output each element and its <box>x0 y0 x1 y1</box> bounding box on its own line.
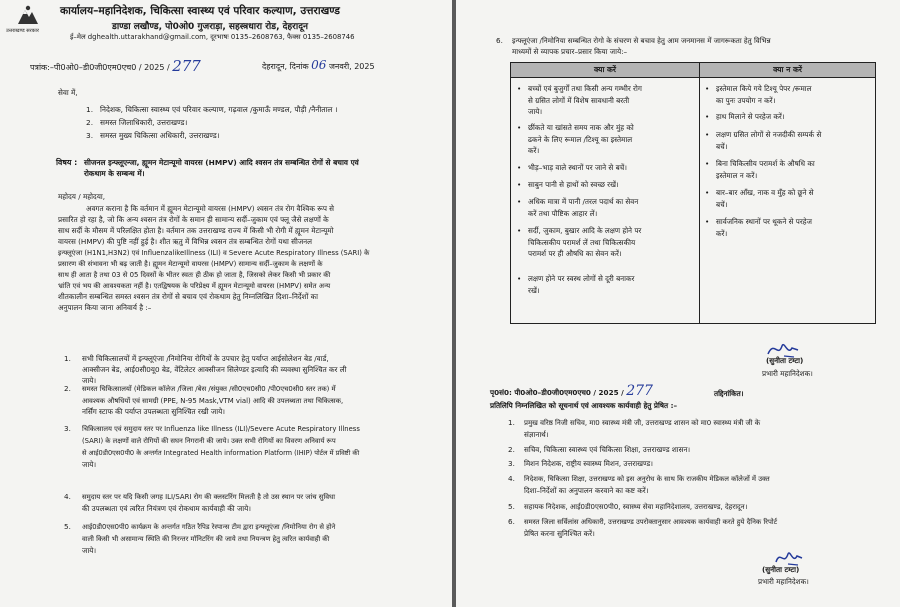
guideline-line: समुदाय स्तर पर यदि किसी जगह ILI/SARI रोग की क्लस्टरिंग मिलती है तो उस स्थान पर जांच सुविधा <box>82 493 336 501</box>
subject-line-1: सीजनल इन्फ्लूएन्जा, ह्यूमन मेटान्यूमो वायरस (HMPV) आदि श्वसन तंत्र सम्बन्धित रोगों से बचाव एवं <box>84 158 359 167</box>
donts-header: क्या न करें <box>700 63 875 78</box>
subject-label: विषय : <box>56 158 78 167</box>
body-line: इन्फ्लूएंजा (H1N1,H3N2) एवं InfluenzalikeIllness (ILI) व Severe Acute Respiratory Illness (SARI) के <box>58 249 370 257</box>
place-date: देहरादून, दिनांक 06 जनवरी, 2025 <box>262 58 375 72</box>
letter-number: पत्रांक:–पी0ओ0–डी0जी0एम0एच0 / 2025 / 277 <box>30 57 201 75</box>
list-item: 2. समस्त जिलाधिकारी, उत्तराखण्ड। <box>86 118 188 127</box>
handwritten-number: 277 <box>626 383 653 399</box>
body-line: अवगत कराना है कि वर्तमान में ह्यूमन मेटान्यूमो वायरस (HMPV) श्वसन तंत्र रोग वैश्विक रूप से <box>86 204 335 213</box>
dos-header: क्या करें <box>511 63 700 78</box>
endorsement-number: पृ0सं0: पी0ओ0–डी0जी0एम0एच0 / 2025 / 277 <box>490 383 653 399</box>
body-line: शीतकालीन सम्बन्धित समस्त श्वसन तंत्र रोगों से बचाव एवं रोकथाम हेतु निम्नलिखित दिशा–निर्देशों का <box>58 292 319 301</box>
letter-page-right <box>456 0 900 607</box>
endorsement-date: तद्दिनांकित। <box>714 389 744 398</box>
signature-title: प्रभारी महानिदेशक। <box>762 369 813 378</box>
copy-heading: प्रतिलिपि निम्नलिखित को सूचनार्थ एवं आवश्यक कार्यवाही हेतु प्रेषित :– <box>490 401 678 410</box>
guideline-line: आक्सीजन बेड, आई0सी0यू0 बेड, वेंटिलेटर आक्सीजन सिलेण्डर इत्यादि की व्यवस्था सुनिश्चित कर ली <box>82 365 347 374</box>
guideline-line: (SARI) के लक्षणों वाले रोगियों की सघन निगरानी की जाये। उक्त सभी रोगियों का विवरण अनिवार्य रूप <box>82 437 336 445</box>
guideline-line: जाये। <box>82 460 97 469</box>
guideline-line: सभी चिकित्सालयों में इन्फ्लूएंजा /निमोनिया रोगियों के उपचार हेतु पर्याप्त आईसोलेशन बेड /वार्ड, <box>82 354 329 363</box>
copy-line: संज्ञानार्थ। <box>524 430 549 439</box>
guideline-line: आई0डी0एस0पी0 कार्यक्रम के अन्तर्गत गठित रैपिड रेस्पान्स टीम द्वारा इन्फ्लूएंजा /निमोनिया रोग से होने <box>82 523 336 531</box>
guideline-number: 4. <box>64 492 71 501</box>
seva-label: सेवा में, <box>58 88 78 97</box>
copy-line: मिशन निदेशक, राष्ट्रीय स्वास्थ्य मिशन, उत्तराखण्ड। <box>524 459 653 468</box>
guideline-line: आवश्यक औषधियों एवं सामग्री (PPE, N-95 Mask,VTM vial) आदि की उपलब्धता तथा चिकित्सक, <box>82 397 344 405</box>
copy-line: सचिव, चिकित्सा स्वास्थ्य एवं चिकित्सा शिक्षा, उत्तराखण्ड शासन। <box>524 445 691 454</box>
office-address: डाण्डा लखौण्ड, पो0ओ0 गुजराड़ा, सहस्त्रधारा रोड, देहरादून <box>112 22 308 32</box>
emblem-logo <box>16 4 40 26</box>
list-item: 1. निदेशक, चिकित्सा स्वास्थ्य एवं परिवार कल्याण, गढ़वाल /कुमाऊँ मण्डल, पौड़ी /नैनीताल । <box>86 105 338 114</box>
copy-line: प्रमुख वरिष्ठ निजी सचिव, मा0 स्वास्थ्य मंत्री जी, उत्तराखण्ड शासन को मा0 स्वास्थ्य मंत्री जी के <box>524 419 761 427</box>
copy-number: 2. <box>508 445 515 454</box>
list-item: 3. समस्त मुख्य चिकित्सा अधिकारी, उत्तराखण्ड। <box>86 131 220 140</box>
copy-line: सहायक निदेशक, आई0डी0एस0पी0, स्वास्थ्य सेवा महानिदेशालय, उत्तराखण्ड, देहरादून। <box>524 503 748 511</box>
copy-number: 3. <box>508 459 515 468</box>
guideline-line: की उपलब्धता एवं त्वरित नियंत्रण एवं रोकथाम कार्यवाही की जाये। <box>82 504 252 513</box>
copy-number: 1. <box>508 418 515 427</box>
copy-line: दिशा–निर्देशों का अनुपालन करवाने का कष्ट करें। <box>524 486 649 495</box>
copy-number: 4. <box>508 474 515 483</box>
signature-name: (सुनीता टम्टा) <box>762 565 800 574</box>
guideline-line: नर्सिंग स्टाफ की पर्याप्त उपलब्धता सुनिश्चित रखी जाये। <box>82 407 225 416</box>
guideline-number: 2. <box>64 384 71 393</box>
item6-line: इन्फ्लूएंजा /निमोनिया सम्बन्धित रोगो के संचरण से बचाव हेतु आम जनमानस में जागरूकता हेतु विभिन्न <box>512 36 771 45</box>
guideline-number: 3. <box>64 424 71 433</box>
guideline-number: 5. <box>64 522 71 531</box>
body-line: प्रसारित हो रहा है, जो कि अन्य श्वसन तंत्र रोगों के समान ही सामान्य सर्दी–जुकाम एवं फ्लू जैसे लक्षणों के <box>58 215 329 224</box>
copy-number: 5. <box>508 502 515 511</box>
salutation: महोदय / महोदया, <box>58 192 106 201</box>
guideline-line: से आई0डी0एस0पी0 के अन्तर्गत Integrated Health information Platform (IHIP) पोर्टल में प्रविष्टी की <box>82 449 360 457</box>
guideline-line: वाली किसी भी असामान्य स्थिति की निरन्तर मॉनिटरिंग की जाये तथा नियन्त्रण हेतु त्वरित कार्यवाही की <box>82 535 330 543</box>
body-line: अनुपालन किया जाना अनिवार्य है :– <box>58 303 152 312</box>
signature-title: प्रभारी महानिदेशक। <box>758 577 809 586</box>
item6-line: माध्यमों से व्यापक प्रचार–प्रसार किया जाये:– <box>512 47 628 56</box>
copy-number: 6. <box>508 517 515 526</box>
guideline-number: 1. <box>64 354 71 363</box>
copy-line: निदेशक, चिकित्सा शिक्षा, उत्तराखण्ड को इस अनुरोध के साथ कि राजकीय मेडिकल कॉलेजों में उक्त <box>524 475 770 483</box>
guideline-line: जाये। <box>82 376 97 385</box>
office-title: कार्यालय–महानिदेशक, चिकित्सा स्वास्थ्य एवं परिवार कल्याण, उत्तराखण्ड <box>60 5 340 17</box>
guideline-line: समस्त चिकित्सालयों (मेडिकल कॉलेज /जिला /बेस /संयुक्त /सी0एच0सी0 /पी0एच0सी0 स्तर तक) में <box>82 385 336 393</box>
item6-number: 6. <box>496 36 503 45</box>
guideline-line: चिकित्सालय एवं समुदाय स्तर पर Influenza like Illness (ILI)/Severe Acute Respiratory Illness <box>82 425 360 433</box>
guideline-line: जाये। <box>82 546 97 555</box>
subject-line-2: रोकथाम के सम्बन्ध में। <box>84 169 145 178</box>
handwritten-number: 277 <box>172 57 201 75</box>
signature-name: (सुनीता टम्टा) <box>766 356 804 365</box>
emblem-caption: उत्तराखण्ड सरकार <box>6 28 39 34</box>
body-line: साथ ही आता है तथा 03 से 05 दिवसों के भीतर स्वतः ही ठीक हो जाता है, जिसको लेकर किसी भी प्रकार की <box>58 271 331 279</box>
copy-line: प्रेषित करना सुनिश्चित करें। <box>524 529 595 538</box>
body-line: प्रसारण की संभावना भी बढ़ जाती है। ह्यूमन मेटान्यूमो वायरस (HMPV) सामान्य सर्दी–जुकाम के लक्षणों के <box>58 260 323 268</box>
body-line: साथ सर्दी के मौसम में परिलक्षित होता है। वर्तमान तक उत्तराखण्ड राज्य में किसी भी रोगी में ह्यूमन मेटान्यूमो <box>58 226 334 235</box>
dos-donts-table: क्या करें क्या न करें • बच्चों एवं बुजुर्गों तथा किसी अन्य गम्भीर रोग से ग्रसित लोगों में विशेष सावधानी बरती जाये। • छींकते या खांसते समय नाक और मुंह को ढकने के लिए रूमाल /टिश्यू का इस्तेमाल करें। • भीड़–भाड़ वाले स्थानों पर जाने से बचें। • साबुन पानी से हाथों को स्वच्छ रखें। • अधिक मात्रा में पानी /तरल पदार्थ का सेवन करें तथा पौष्टिक आहार लें। • सर्दी, जुकाम, बुखार आदि के लक्षण होने पर चिकित्सकीय परामर्श लें तथा चिकित्सकीय परामर्श पर ही औषधि का सेवन करें। • लक्षण होने पर स्वस्थ लोगों से दूरी बनाकर रखें। • इस्तेमाल किये गये टिश्यू पेपर /रूमाल का पुनः उपयोग न करें। • हाथ मिलाने से परहेज करें। • लक्षण ग्रसित लोगों से नजदीकी सम्पर्क से बचें। • बिना चिकित्सीय परामर्श के औषधि का इस्तेमाल न करें। • बार–बार आँख, नाक व मुँह को छूने से बचें। • सार्वजनिक स्थानों पर थूकने से परहेज करें। <box>510 62 876 324</box>
handwritten-date: 06 <box>311 58 327 72</box>
body-line: वायरस (HMPV) की पुष्टि नहीं हुई है। शीत ऋतु में विभिन्न श्वसन तंत्र सम्बन्धित रोगों यथा सीजनल <box>58 237 313 246</box>
copy-line: समस्त जिला सर्विलांस अधिकारी, उत्तराखण्ड उपरोक्तानुसार आवश्यक कार्यवाही करते हुये दैनिक रिपोर्ट <box>524 518 778 526</box>
contact-line: ई–मेल dghealth.uttarakhand@gmail.com, दूरभाषः 0135–2608763, फैक्स 0135–2608746 <box>70 33 355 41</box>
body-line: भ्रांति एवं भय की आवश्यकता नहीं है। एतद्विषयक के परिप्रेक्ष्य में ह्यूमन मेटान्यूमो वायरस (HMPV) समेत अन्य <box>58 282 331 290</box>
